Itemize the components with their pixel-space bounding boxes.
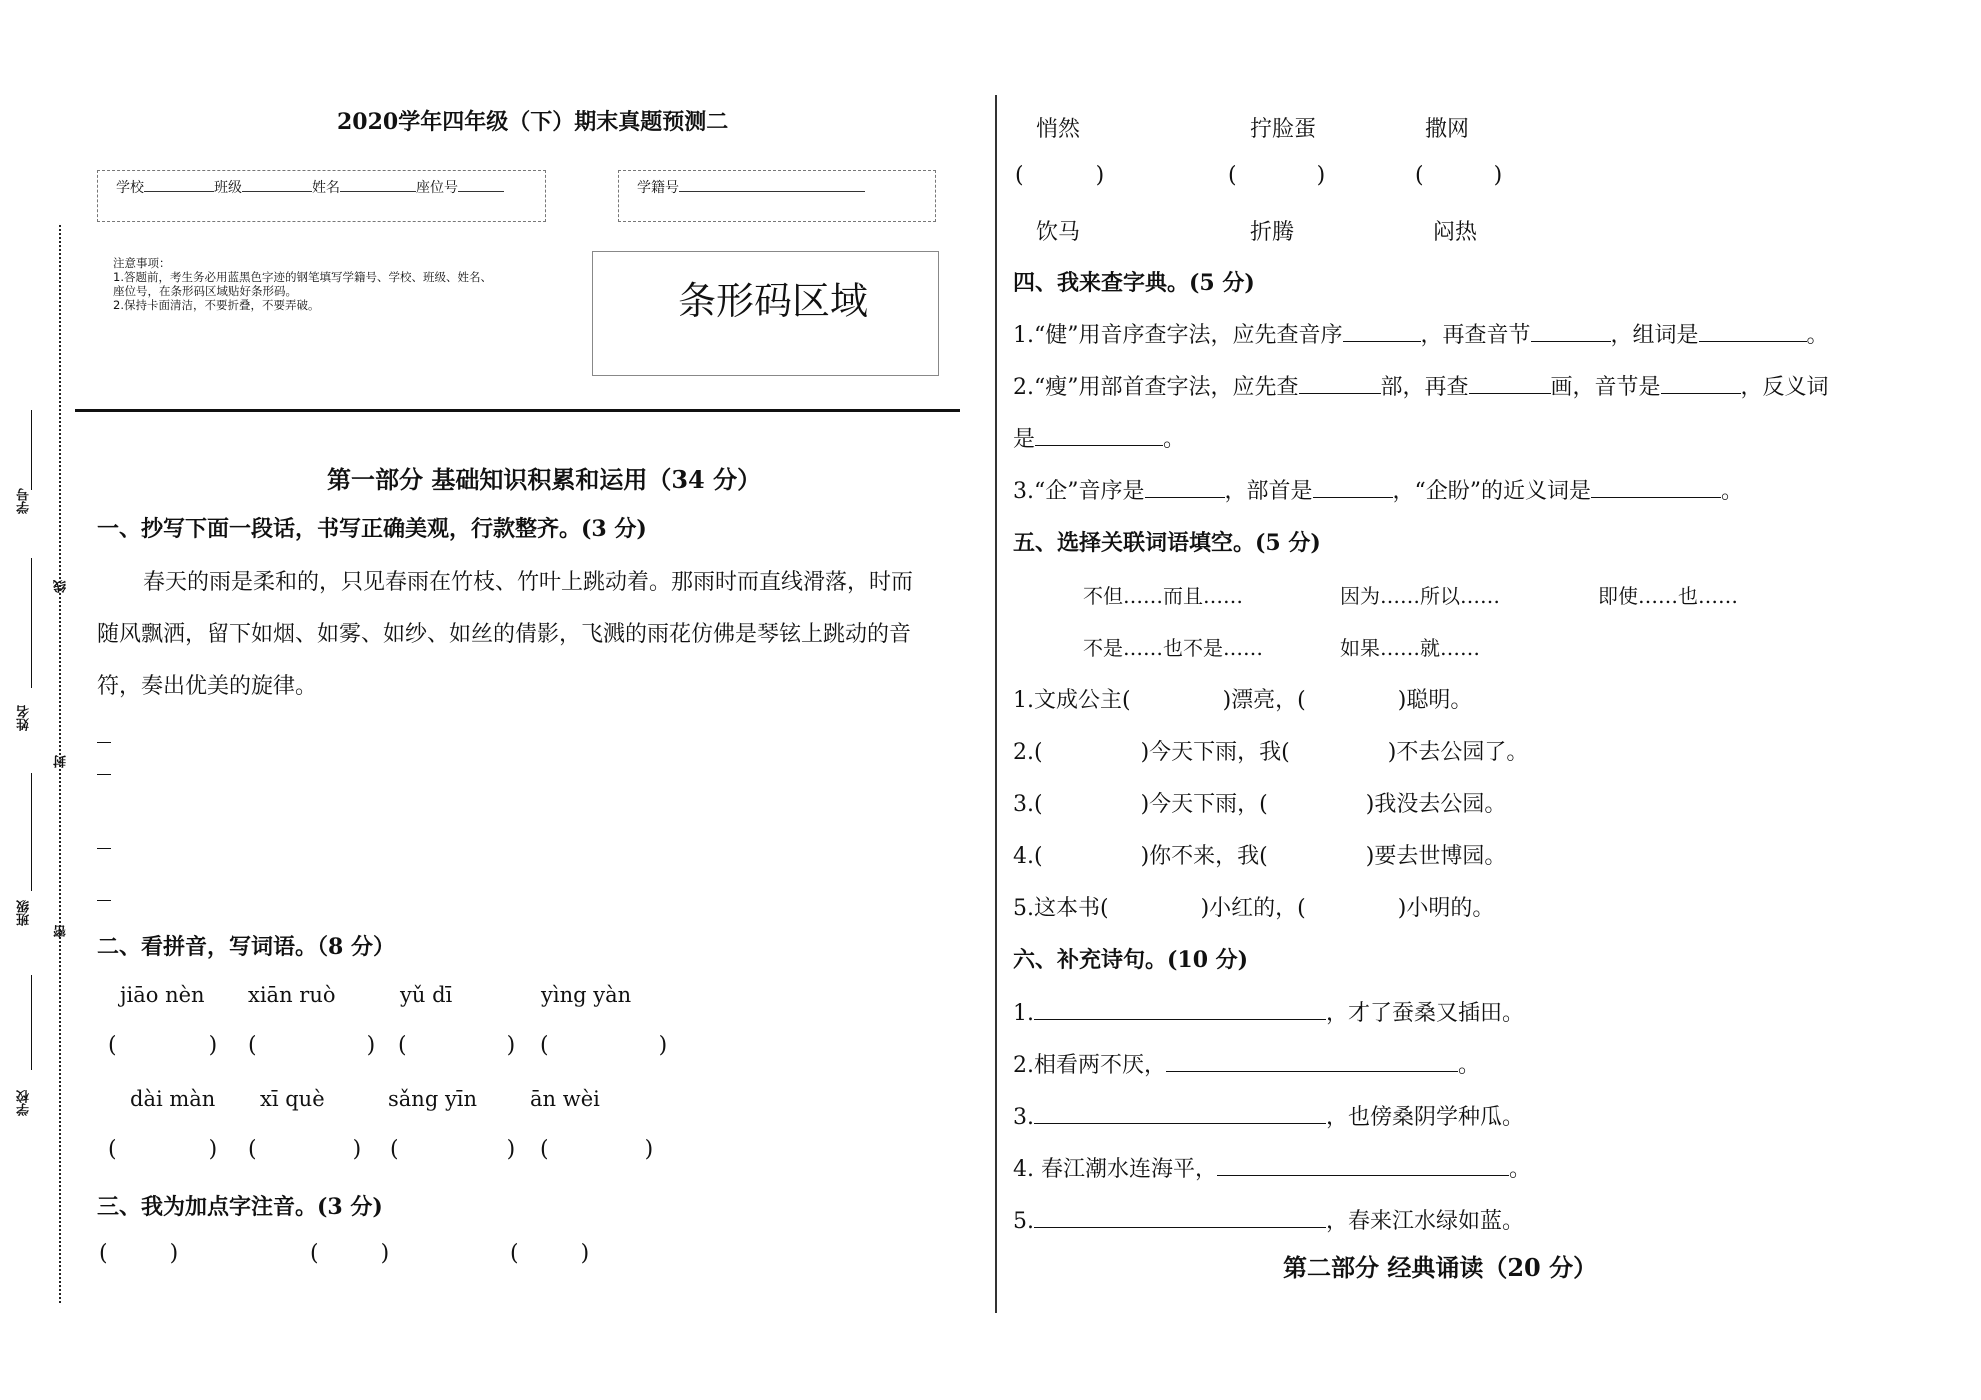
gutter-label-banji: 班级 xyxy=(17,900,32,926)
answer-box-8[interactable]: ( ) xyxy=(540,1137,654,1162)
pinyin-8: ān wèi xyxy=(530,1087,600,1111)
notes-title: 注意事项： xyxy=(113,256,171,270)
school-field[interactable] xyxy=(144,179,214,192)
q6-3-blank[interactable] xyxy=(1034,1103,1326,1124)
answer-box-1[interactable]: ( ) xyxy=(108,1033,218,1058)
q6-2-blank[interactable] xyxy=(1166,1051,1458,1072)
q4-1-blank-2[interactable] xyxy=(1531,321,1611,342)
header-divider xyxy=(75,409,960,412)
answer-box-7[interactable]: ( ) xyxy=(390,1137,516,1162)
reg-field[interactable] xyxy=(679,179,865,192)
q2-title: 二、看拼音，写词语。（8 分） xyxy=(97,934,395,960)
part1-title: 第一部分 基础知识积累和运用（34 分） xyxy=(327,465,762,494)
gutter-rule-4 xyxy=(31,975,32,1070)
gutter-label-xian: 线 xyxy=(54,580,69,593)
word-4: 饮马 xyxy=(1036,220,1081,245)
q6-item-4: 4. 春江潮水连海平， 。 xyxy=(1013,1157,1531,1182)
student-info-box xyxy=(97,170,546,222)
q5-item-4: 4.( )你不来，我( )要去世博园。 xyxy=(1013,844,1507,869)
q4-item-2: 2.“瘦”用部首查字法，应先查 部，再查 画，音节是 ，反义词 xyxy=(1013,375,1829,400)
q4-1-blank-3[interactable] xyxy=(1699,321,1807,342)
answer-box-6[interactable]: ( ) xyxy=(248,1137,362,1162)
q5-title: 五、选择关联词语填空。(5 分) xyxy=(1013,530,1321,556)
q4-item-3: 3.“企”音序是 ，部首是 ，“企盼”的近义词是 。 xyxy=(1013,479,1744,504)
q6-item-5: 5. ，春来江水绿如蓝。 xyxy=(1013,1209,1525,1234)
q6-title: 六、补充诗句。(10 分) xyxy=(1013,947,1249,973)
column-divider xyxy=(995,95,997,1313)
part2-title: 第二部分 经典诵读（20 分） xyxy=(1283,1253,1598,1282)
q5-item-5: 5.这本书( )小红的，( )小明的。 xyxy=(1013,896,1495,921)
q4-3-blank-3[interactable] xyxy=(1591,477,1721,498)
word-3: 撒网 xyxy=(1425,117,1470,142)
exam-title: 2020学年四年级（下）期末真题预测二 xyxy=(337,109,729,135)
q5-item-1: 1.文成公主( )漂亮，( )聪明。 xyxy=(1013,688,1473,713)
q4-2-blank-2[interactable] xyxy=(1469,373,1551,394)
pinyin-1: jiāo nèn xyxy=(120,983,205,1007)
gutter-label-mi: 密 xyxy=(54,925,69,938)
q4-item-1: 1.“健”用音序查字法，应先查音序 ，再查音节 ，组词是 。 xyxy=(1013,323,1829,348)
q4-title: 四、我来查字典。(5 分) xyxy=(1013,270,1255,296)
q4-3-blank-2[interactable] xyxy=(1313,477,1393,498)
pinyin-6: xī què xyxy=(260,1087,325,1111)
class-label: 班级 xyxy=(214,180,242,196)
phonetic-box-4[interactable]: ( ) xyxy=(1015,163,1105,188)
q5-item-2: 2.( )今天下雨，我( )不去公园了。 xyxy=(1013,740,1529,765)
conj-2: 因为……所以…… xyxy=(1340,584,1500,608)
q5-item-3: 3.( )今天下雨，( )我没去公园。 xyxy=(1013,792,1507,817)
barcode-label: 条形码区域 xyxy=(678,279,869,323)
q3-title: 三、我为加点字注音。(3 分) xyxy=(97,1194,383,1220)
conj-3: 即使……也…… xyxy=(1598,584,1738,608)
reg-label: 学籍号 xyxy=(637,180,679,196)
word-6: 闷热 xyxy=(1433,220,1478,245)
pinyin-4: yìng yàn xyxy=(541,983,632,1007)
seat-field[interactable] xyxy=(458,179,504,192)
phonetic-box-6[interactable]: ( ) xyxy=(1415,163,1503,188)
barcode-area xyxy=(592,251,939,376)
phonetic-box-5[interactable]: ( ) xyxy=(1228,163,1326,188)
q6-item-2: 2.相看两不厌， 。 xyxy=(1013,1053,1481,1078)
gutter-rule-2 xyxy=(31,558,32,688)
answer-box-3[interactable]: ( ) xyxy=(398,1033,516,1058)
pinyin-5: dài màn xyxy=(130,1087,216,1111)
notes-block xyxy=(113,256,492,312)
registration-box xyxy=(618,170,936,222)
answer-box-2[interactable]: ( ) xyxy=(248,1033,376,1058)
conj-1: 不但……而且…… xyxy=(1083,584,1243,608)
q1-text-line-2: 随风飘洒，留下如烟、如雾、如纱、如丝的倩影，飞溅的雨花仿佛是琴铉上跳动的音 xyxy=(97,622,912,647)
q1-text-line-3: 符，奏出优美的旋律。 xyxy=(97,674,318,699)
q4-1-blank-1[interactable] xyxy=(1343,321,1421,342)
copy-line-4[interactable] xyxy=(97,900,111,901)
notes-line-1: 1.答题前，考生务必用蓝黑色字迹的钢笔填写学籍号、学校、班级、姓名、 xyxy=(113,270,492,284)
gutter-label-xuehao: 学号 xyxy=(17,488,32,514)
phonetic-box-2[interactable]: ( ) xyxy=(310,1241,390,1266)
gutter-rule-3 xyxy=(31,773,32,891)
gutter-label-xingming: 姓名 xyxy=(17,705,32,731)
word-1: 悄然 xyxy=(1036,117,1081,142)
class-field[interactable] xyxy=(242,179,312,192)
q1-title: 一、抄写下面一段话，书写正确美观，行款整齐。(3 分) xyxy=(97,516,647,542)
answer-box-4[interactable]: ( ) xyxy=(540,1033,668,1058)
phonetic-box-3[interactable]: ( ) xyxy=(510,1241,590,1266)
phonetic-box-1[interactable]: ( ) xyxy=(99,1241,179,1266)
q6-1-blank[interactable] xyxy=(1034,999,1326,1020)
q4-2-blank-1[interactable] xyxy=(1299,373,1381,394)
gutter-label-feng: 封 xyxy=(54,755,69,768)
name-label: 姓名 xyxy=(312,180,340,196)
q4-3-blank-1[interactable] xyxy=(1145,477,1225,498)
q4-2-blank-3[interactable] xyxy=(1661,373,1741,394)
copy-line-1[interactable] xyxy=(97,742,111,743)
q4-item-2-cont: 是 。 xyxy=(1013,427,1186,452)
notes-line-3: 2.保持卡面清洁，不要折叠，不要弄破。 xyxy=(113,298,320,312)
notes-line-2: 座位号，在条形码区域贴好条形码。 xyxy=(113,284,297,298)
name-field[interactable] xyxy=(340,179,416,192)
copy-line-3[interactable] xyxy=(97,848,111,849)
word-5: 折腾 xyxy=(1250,220,1295,245)
conj-4: 不是……也不是…… xyxy=(1083,636,1263,660)
pinyin-3: yǔ dī xyxy=(400,983,453,1007)
pinyin-2: xiān ruò xyxy=(248,983,336,1007)
q6-item-3: 3. ，也傍桑阴学种瓜。 xyxy=(1013,1105,1525,1130)
gutter-label-xuexiao: 学校 xyxy=(17,1090,32,1116)
answer-box-5[interactable]: ( ) xyxy=(108,1137,218,1162)
q6-5-blank[interactable] xyxy=(1034,1207,1326,1228)
conj-5: 如果……就…… xyxy=(1340,636,1480,660)
seat-label: 座位号 xyxy=(416,180,458,196)
gutter-rule-1 xyxy=(31,410,32,490)
q6-4-blank[interactable] xyxy=(1217,1155,1509,1176)
q1-text-line-1: 春天的雨是柔和的，只见春雨在竹枝、竹叶上跳动着。那雨时而直线滑落，时而 xyxy=(143,570,914,595)
word-2: 拧脸蛋 xyxy=(1250,117,1317,142)
q4-2-blank-4[interactable] xyxy=(1035,425,1163,446)
q6-item-1: 1. ，才了蚕桑又插田。 xyxy=(1013,1001,1525,1026)
copy-line-2[interactable] xyxy=(97,774,111,775)
pinyin-7: sǎng yīn xyxy=(388,1087,478,1111)
school-label: 学校 xyxy=(116,180,144,196)
